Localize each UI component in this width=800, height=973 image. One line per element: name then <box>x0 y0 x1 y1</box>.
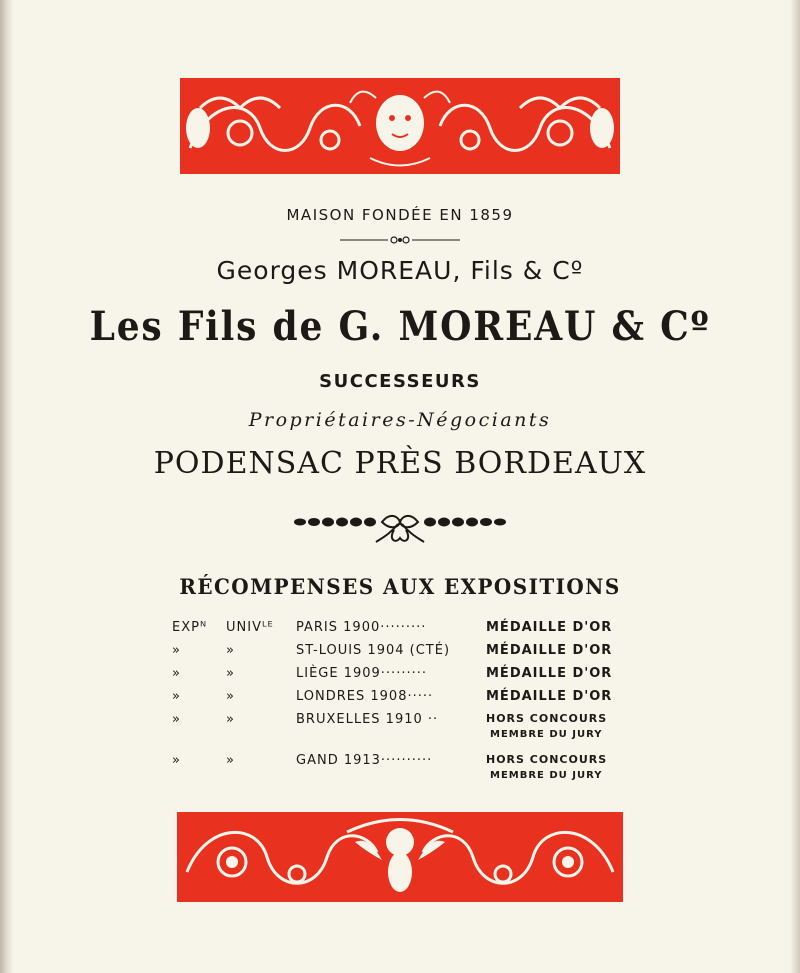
award-prize: MÉDAILLE D'OR <box>486 689 613 704</box>
award-city-year: ST-LOUIS 1904 (CTÉ) <box>296 643 451 658</box>
award-expo: » <box>172 643 181 658</box>
award-expo: » <box>172 666 181 681</box>
award-univ: UNIVᴸᴱ <box>226 620 274 635</box>
small-divider-ornament <box>340 232 460 248</box>
award-expo: » <box>172 712 181 727</box>
award-prize: HORS CONCOURS <box>486 712 608 725</box>
awards-title: RÉCOMPENSES AUX EXPOSITIONS <box>179 574 621 599</box>
award-row <box>172 689 642 712</box>
award-sub-note: MEMBRE DU JURY <box>490 729 603 740</box>
award-city-year: PARIS 1900········· <box>296 620 427 635</box>
laurel-divider <box>0 512 800 546</box>
top-ornament-graphic <box>180 78 620 174</box>
award-sub-note: MEMBRE DU JURY <box>490 770 603 781</box>
award-expo: » <box>172 689 181 704</box>
award-row <box>172 643 642 666</box>
award-row <box>172 666 642 689</box>
firm-name-title: Les Fils de G. MOREAU & Cº <box>89 303 711 350</box>
top-ornament-band <box>0 78 800 178</box>
bottom-ornament-graphic <box>177 812 623 902</box>
award-prize: MÉDAILLE D'OR <box>486 643 613 658</box>
award-prize: MÉDAILLE D'OR <box>486 620 613 635</box>
award-univ: » <box>226 712 235 727</box>
award-prize: HORS CONCOURS <box>486 753 608 766</box>
award-univ: » <box>226 753 235 768</box>
award-univ: » <box>226 666 235 681</box>
laurel-bow-ornament <box>290 512 510 546</box>
successeurs-label: SUCCESSEURS <box>319 371 481 392</box>
award-city-year: GAND 1913·········· <box>296 753 433 768</box>
proprietor-name: Georges MOREAU, Fils & Cº <box>216 256 584 285</box>
award-expo: EXPᴺ <box>172 620 208 635</box>
award-prize: MÉDAILLE D'OR <box>486 666 613 681</box>
location-line: PODENSAC PRÈS BORDEAUX <box>153 446 647 481</box>
bottom-ornament-band <box>0 812 800 912</box>
award-expo: » <box>172 753 181 768</box>
small-divider <box>0 232 800 248</box>
award-city-year: BRUXELLES 1910 ·· <box>296 712 439 727</box>
award-city-year: LIÈGE 1909········· <box>296 666 427 681</box>
award-row <box>172 753 642 794</box>
proprietaires-negociants: Propriétaires-Négociants <box>248 409 552 431</box>
founded-line: MAISON FONDÉE EN 1859 <box>286 206 514 224</box>
award-univ: » <box>226 689 235 704</box>
award-univ: » <box>226 643 235 658</box>
award-row <box>172 712 642 753</box>
awards-list <box>172 620 642 794</box>
award-row <box>172 620 642 643</box>
award-city-year: LONDRES 1908····· <box>296 689 434 704</box>
